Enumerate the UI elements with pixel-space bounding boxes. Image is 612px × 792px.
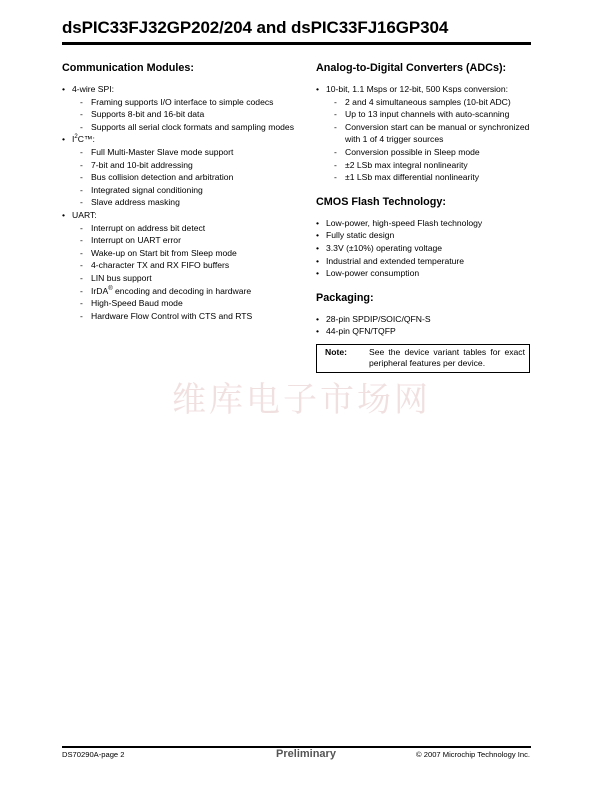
footer-copyright: © 2007 Microchip Technology Inc. bbox=[416, 750, 530, 759]
list-item: - High-Speed Baud mode bbox=[72, 297, 294, 310]
list-item: • Low-power consumption bbox=[316, 267, 530, 280]
adc-list bbox=[316, 83, 530, 184]
adc-heading: Analog-to-Digital Converters (ADCs): bbox=[316, 62, 507, 74]
communication-modules-heading: Communication Modules: bbox=[62, 62, 194, 74]
irda-prefix: IrDA bbox=[91, 285, 109, 296]
list-item: • 28-pin SPDIP/SOIC/QFN-S bbox=[316, 313, 530, 326]
list-item: • 44-pin QFN/TQFP bbox=[316, 325, 530, 338]
spi-label: 4-wire SPI: bbox=[72, 84, 115, 94]
list-item: • Fully static design bbox=[316, 229, 530, 242]
right-column bbox=[316, 62, 530, 385]
list-item: - 4-character TX and RX FIFO buffers bbox=[72, 259, 294, 272]
list-item: - Full Multi-Master Slave mode support bbox=[72, 146, 294, 159]
footer-status: Preliminary bbox=[276, 748, 336, 760]
list-item: - 2 and 4 simultaneous samples (10-bit ADC) bbox=[326, 96, 530, 109]
irda-sup: ® bbox=[108, 285, 113, 292]
adc-label: 10-bit, 1.1 Msps or 12-bit, 500 Ksps conversion: bbox=[326, 84, 508, 94]
note-label: Note: bbox=[325, 346, 347, 357]
cmos-section bbox=[316, 196, 530, 280]
list-item: • Industrial and extended temperature bbox=[316, 255, 530, 268]
watermark: 维库电子市场网 bbox=[172, 380, 431, 420]
note-text: See the device variant tables for exact peripheral features per device. bbox=[369, 346, 525, 368]
i2c-label bbox=[72, 134, 95, 144]
footer-page-number: DS70290A-page 2 bbox=[62, 750, 125, 759]
list-item-irda bbox=[72, 285, 294, 298]
packaging-section bbox=[316, 292, 530, 373]
adc-section bbox=[316, 62, 530, 184]
list-item: - Bus collision detection and arbitration bbox=[72, 171, 294, 184]
header-rule bbox=[62, 42, 531, 45]
list-item: - Supports 8-bit and 16-bit data bbox=[72, 108, 294, 121]
cmos-list bbox=[316, 217, 530, 280]
irda-suffix: encoding and decoding in hardware bbox=[112, 285, 252, 296]
uart-item bbox=[62, 209, 294, 322]
list-item: - ±2 LSb max integral nonlinearity bbox=[326, 159, 530, 172]
list-item: - Slave address masking bbox=[72, 196, 294, 209]
list-item: • 3.3V (±10%) operating voltage bbox=[316, 242, 530, 255]
uart-sublist bbox=[72, 222, 294, 323]
list-item: - ±1 LSb max differential nonlinearity bbox=[326, 171, 530, 184]
list-item: - Interrupt on UART error bbox=[72, 234, 294, 247]
left-column bbox=[62, 62, 294, 322]
list-item: - Conversion start can be manual or synchronized with 1 of 4 trigger sources bbox=[326, 121, 530, 146]
list-item: - Framing supports I/O interface to simple codecs bbox=[72, 96, 294, 109]
packaging-list bbox=[316, 313, 530, 338]
list-item: - Interrupt on address bit detect bbox=[72, 222, 294, 235]
adc-sublist bbox=[326, 96, 530, 184]
i2c-item bbox=[62, 133, 294, 209]
list-item: - Up to 13 input channels with auto-scanning bbox=[326, 108, 530, 121]
list-item: - 7-bit and 10-bit addressing bbox=[72, 159, 294, 172]
note-box bbox=[316, 344, 530, 373]
list-item: - LIN bus support bbox=[72, 272, 294, 285]
list-item: - Conversion possible in Sleep mode bbox=[326, 146, 530, 159]
i2c-label-prefix: I bbox=[72, 134, 75, 145]
i2c-label-sup: 2 bbox=[74, 134, 78, 141]
list-item: - Hardware Flow Control with CTS and RTS bbox=[72, 310, 294, 323]
list-item: - Wake-up on Start bit from Sleep mode bbox=[72, 247, 294, 260]
i2c-sublist bbox=[72, 146, 294, 209]
i2c-label-suffix: C™: bbox=[77, 134, 95, 145]
list-item: - Integrated signal conditioning bbox=[72, 184, 294, 197]
uart-label: UART: bbox=[72, 209, 97, 220]
page-title: dsPIC33FJ32GP202/204 and dsPIC33FJ16GP304 bbox=[62, 18, 449, 37]
communication-list bbox=[62, 83, 294, 322]
list-item: - Supports all serial clock formats and sampling modes bbox=[72, 121, 294, 134]
spi-item bbox=[62, 83, 294, 133]
adc-item bbox=[316, 83, 530, 184]
spi-sublist bbox=[72, 96, 294, 134]
list-item: • Low-power, high-speed Flash technology bbox=[316, 217, 530, 230]
cmos-heading: CMOS Flash Technology: bbox=[316, 195, 446, 208]
packaging-heading: Packaging: bbox=[316, 291, 374, 304]
